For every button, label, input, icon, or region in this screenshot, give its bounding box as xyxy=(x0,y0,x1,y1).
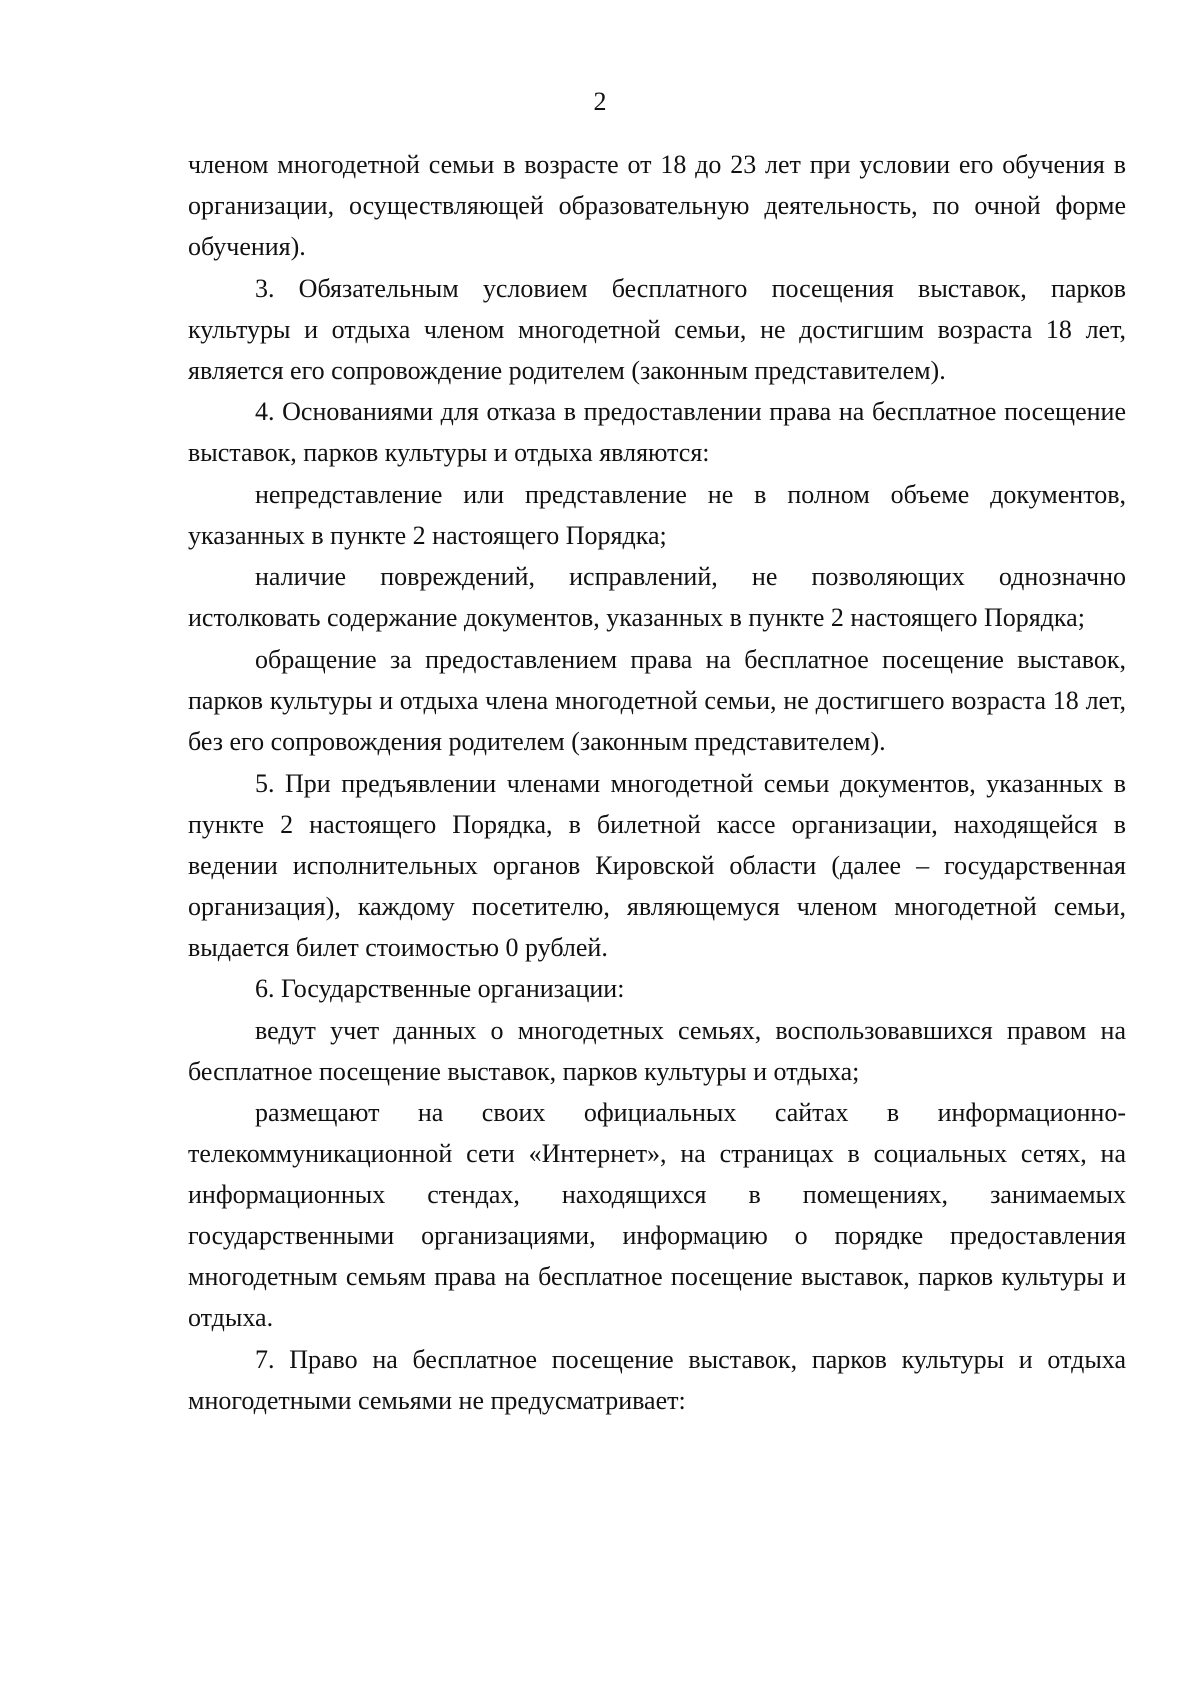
paragraph-item-4: 4. Основаниями для отказа в предоставлении права на бесплатное посещение выставок, парков культуры и отдыха являются: xyxy=(188,397,1126,468)
paragraph-item-3: 3. Обязательным условием бесплатного посещения выставок, парков культуры и отдыха членом многодетной семьи, не достигшим возраста 18 лет, является его сопровождение родителем (законным представителем). xyxy=(188,273,1126,385)
paragraph-duty-publish-info: размещают на своих официальных сайтах в информационно-телекоммуникационной сети «Интернет», на страницах в социальных сетях, на информационных стендах, находящихся в помещениях, занимаемых государственными организациями, информацию о порядке предоставления многодетным семьям права на бесплатное посещение выставок, парков культуры и отдыха. xyxy=(188,1098,1126,1333)
paragraph-ground-incomplete-documents: непредставление или представление не в полном объеме документов, указанных в пункте 2 настоящего Порядка; xyxy=(188,479,1126,550)
paragraph-ground-damaged-documents: наличие повреждений, исправлений, не позволяющих однозначно истолковать содержание документов, указанных в пункте 2 настоящего Порядка; xyxy=(188,562,1126,633)
paragraph-item-6: 6. Государственные организации: xyxy=(255,974,625,1004)
document-body xyxy=(188,144,1126,1422)
paragraph-ground-no-escort: обращение за предоставлением права на бесплатное посещение выставок, парков культуры и отдыха члена многодетной семьи, не достигшего возраста 18 лет, без его сопровождения родителем (законным представителем). xyxy=(188,644,1126,756)
paragraph-duty-record-keeping: ведут учет данных о многодетных семьях, воспользовавшихся правом на бесплатное посещение выставок, парков культуры и отдыха; xyxy=(188,1015,1126,1086)
paragraph-item-7: 7. Право на бесплатное посещение выставок, парков культуры и отдыха многодетными семьями не предусматривает: xyxy=(188,1344,1126,1415)
paragraph-item-5: 5. При предъявлении членами многодетной семьи документов, указанных в пункте 2 настоящего Порядка, в билетной кассе организации, находящейся в ведении исполнительных органов Кировской области (далее – государственная организация), каждому посетителю, являющемуся членом многодетной семьи, выдается билет стоимостью 0 рублей. xyxy=(188,768,1126,962)
page-number: 2 xyxy=(593,87,607,116)
paragraph-continuation: членом многодетной семьи в возрасте от 18 до 23 лет при условии его обучения в организации, осуществляющей образовательную деятельность, по очной форме обучения). xyxy=(188,150,1126,261)
